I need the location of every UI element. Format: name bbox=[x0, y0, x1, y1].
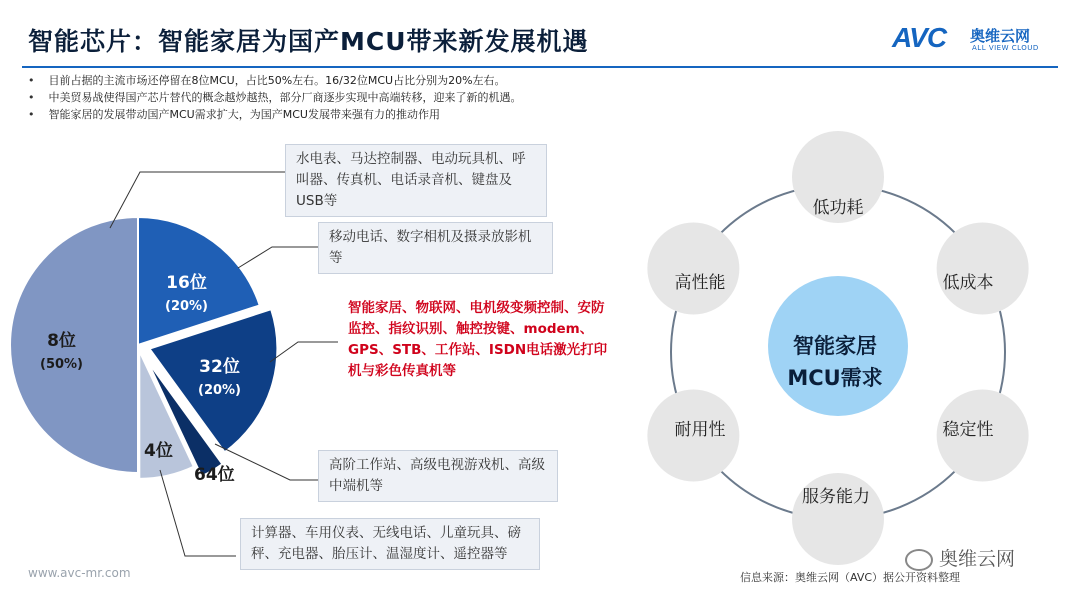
footer-url: www.avc-mr.com bbox=[28, 566, 131, 580]
wechat-icon bbox=[905, 549, 933, 571]
slice-label-32bit bbox=[198, 352, 241, 398]
ring-label-durability: 耐用性 bbox=[674, 420, 726, 440]
bullet-item: • 目前占据的主流市场还停留在8位MCU，占比50%左右。16/32位MCU占比分别为20%左右。 bbox=[28, 72, 522, 89]
slice-name: 8位 bbox=[47, 331, 76, 351]
ring-label-stability: 稳定性 bbox=[942, 420, 994, 440]
slice-label-16bit bbox=[165, 268, 208, 314]
slice-pct: (50%) bbox=[40, 357, 83, 372]
app-box-4bit: 计算器、车用仪表、无线电话、儿童玩具、磅秤、充电器、胎压计、温湿度计、遥控器等 bbox=[240, 518, 540, 570]
footer-source: 信息来源：奥维云网（AVC）据公开资料整理 bbox=[740, 571, 961, 584]
ring-label-service: 服务能力 bbox=[802, 487, 870, 507]
ring-label-performance: 高性能 bbox=[674, 273, 726, 293]
app-box-16bit: 移动电话、数字相机及摄录放影机等 bbox=[318, 222, 553, 274]
logo-en: ALL VIEW CLOUD bbox=[972, 44, 1039, 52]
bullet-item: • 中美贸易战使得国产芯片替代的概念越炒越热，部分厂商逐步实现中高端转移，迎来了新的机遇。 bbox=[28, 89, 522, 106]
app-box-8bit: 水电表、马达控制器、电动玩具机、呼叫器、传真机、电话录音机、键盘及USB等 bbox=[285, 144, 547, 217]
center-line-1: 智能家居 bbox=[793, 334, 877, 358]
slice-label-8bit bbox=[40, 326, 83, 372]
page-title: 智能芯片：智能家居为国产MCU带来新发展机遇 bbox=[28, 27, 589, 56]
connector-16bit bbox=[238, 247, 318, 268]
bullet-item: • 智能家居的发展带动国产MCU需求扩大，为国产MCU发展带来强有力的推动作用 bbox=[28, 106, 522, 123]
slice-name: 16位 bbox=[166, 273, 207, 293]
wechat-mark bbox=[905, 544, 1015, 571]
app-box-32bit: 智能家居、物联网、电机级变频控制、安防监控、指纹识别、触控按键、modem、GPS、STB、工作站、ISDN电话激光打印机与彩色传真机等 bbox=[338, 294, 618, 386]
ring-label-low-power: 低功耗 bbox=[812, 198, 864, 218]
slice-label-64bit bbox=[194, 460, 235, 485]
ring-center-label bbox=[770, 330, 900, 394]
app-box-64bit: 高阶工作站、高级电视游戏机、高级中端机等 bbox=[318, 450, 558, 502]
slice-name: 64位 bbox=[194, 465, 235, 485]
slice-pct: (20%) bbox=[198, 383, 241, 398]
slice-label-4bit bbox=[144, 436, 173, 461]
slice-pct: (20%) bbox=[165, 299, 208, 314]
logo-cn: 奥维云网 bbox=[970, 27, 1031, 45]
center-line-2: MCU需求 bbox=[787, 366, 883, 390]
slice-name: 32位 bbox=[199, 357, 240, 377]
logo-mark: AVC bbox=[892, 22, 947, 53]
slice-name: 4位 bbox=[144, 441, 173, 461]
ring-label-low-cost: 低成本 bbox=[942, 273, 994, 293]
connector-32bit bbox=[270, 342, 338, 362]
wechat-name: 奥维云网 bbox=[939, 548, 1016, 570]
